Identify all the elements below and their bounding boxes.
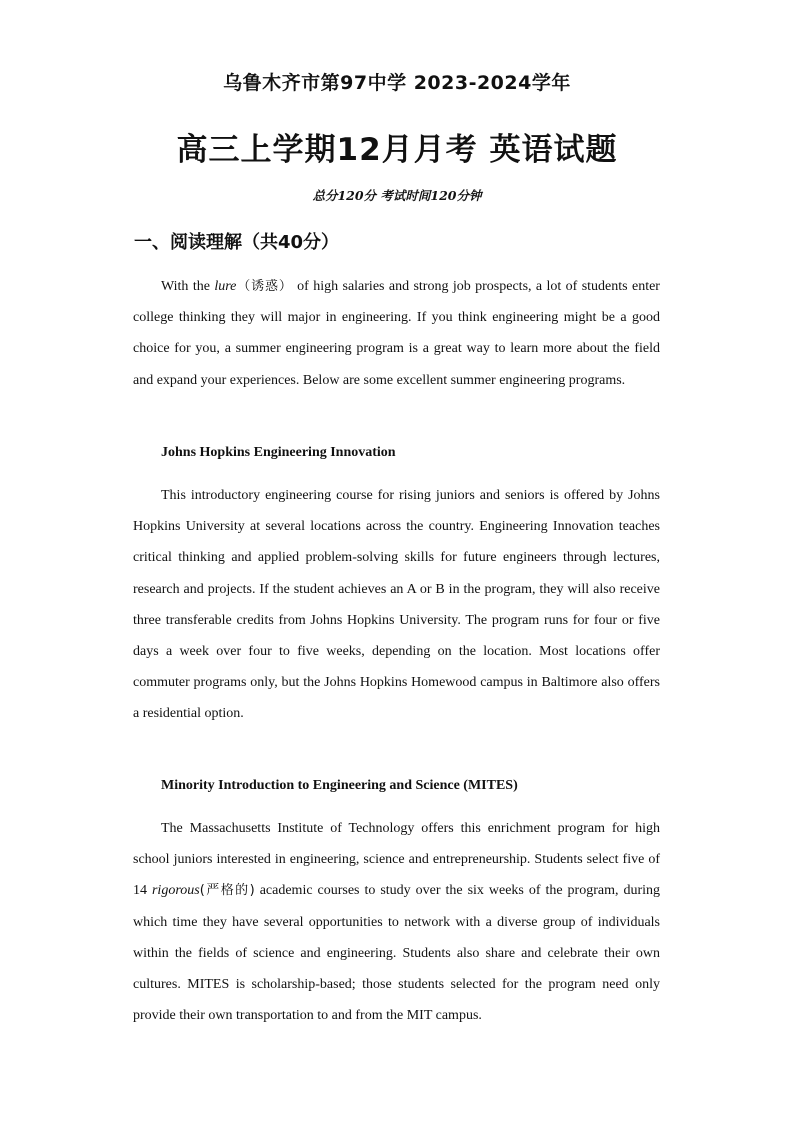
lure-word: lure	[214, 279, 237, 294]
program1-title: Johns Hopkins Engineering Innovation	[161, 445, 396, 460]
lure-chinese-gloss: （诱惑）	[236, 279, 293, 294]
exam-title: 高三上学期12月月考 英语试题	[176, 132, 618, 168]
intro-text-part2: of high salaries and strong job prospects, a lot of students enter college thinking they will major in engineering. If you think engineering might be a good choice for you, a summer engineering program is a great way to learn more about the field and expand your experiences. Below are some excellent summer engineering programs.	[133, 279, 660, 388]
program2-text-part1: The Massachusetts Institute of Technology offers this enrichment program for high school juniors interested in engineering, science and entrepreneurship. Students select five of 14	[133, 821, 660, 899]
rigorous-chinese-gloss: (严格的)	[199, 883, 255, 899]
program1-paragraph: This introductory engineering course for rising juniors and seniors is offered by Johns Hopkins University at several locations across the country. Engineering Innovation teaches critical thinking and applied problem-solving skills for future engineers through lectures, research and projects. If the student achieves an A or B in the program, they will also receive three transferable credits from Johns Hopkins University. The program runs for four or five days a week over four to five weeks, depending on the location. Most locations offer commuter programs only, but the Johns Hopkins Homewood campus in Baltimore also offers a residential option.	[133, 488, 660, 722]
school-year-line: 乌鲁木齐市第97中学 2023-2024学年	[223, 72, 571, 94]
rigorous-word: rigorous	[151, 883, 200, 899]
program2-title: Minority Introduction to Engineering and Science (MITES)	[161, 778, 518, 793]
program2-text-part2: academic courses to study over the six weeks of the program, during which time they have several opportunities to network with a diverse group of individuals within the fields of science and engineering. Students also share and celebrate their own cultures. MITES is scholarship-based; those students selected for the program need only provide their own transportation to and from the MIT campus.	[133, 883, 660, 1024]
intro-text-part1: With the	[161, 279, 215, 294]
exam-score-time-info: 总分120分 考试时间120分钟	[312, 188, 482, 203]
section-heading-reading: 一、阅读理解（共40分）	[134, 232, 340, 253]
program2-paragraph	[133, 813, 660, 1031]
intro-paragraph	[133, 271, 660, 396]
